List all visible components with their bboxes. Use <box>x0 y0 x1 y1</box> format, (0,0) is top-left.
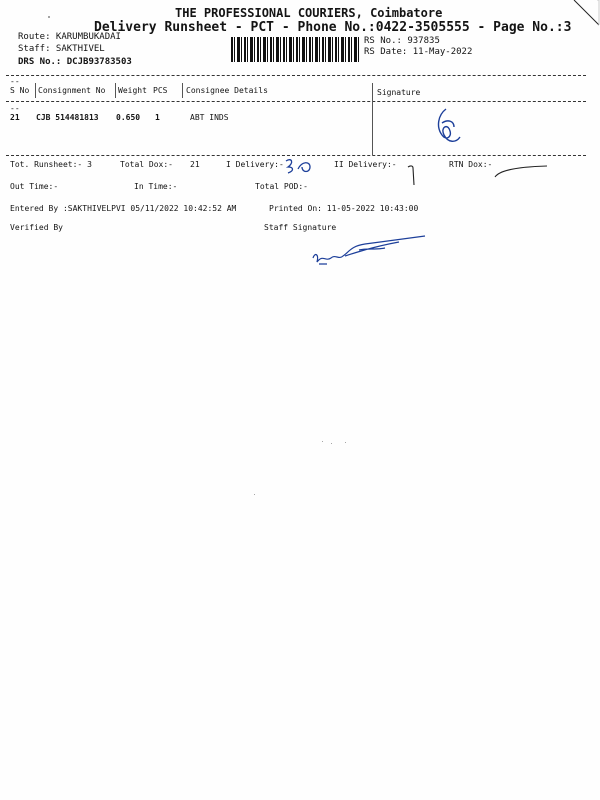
rtn-dox-handwriting <box>493 163 551 183</box>
printed-on: Printed On: 11-05-2022 10:43:00 <box>269 204 419 213</box>
column-separator <box>115 83 116 98</box>
total-dox-label: Total Dox:- <box>120 160 173 169</box>
signature-column-separator <box>372 83 373 155</box>
column-separator <box>182 83 183 98</box>
i-delivery-label: I Delivery:- <box>226 160 284 169</box>
row-weight: 0.650 <box>116 113 141 122</box>
rule-mark: -- <box>10 77 20 86</box>
recipient-signature <box>430 105 470 150</box>
table-top-rule <box>6 75 586 76</box>
entered-by: Entered By :SAKTHIVELPVI 05/11/2022 10:42:52 AM <box>10 204 237 213</box>
row-pcs: 1 <box>155 113 160 122</box>
total-dox-value: 21 <box>190 160 200 169</box>
verified-by-label: Verified By <box>10 223 63 232</box>
ii-delivery-label: II Delivery:- <box>334 160 397 169</box>
tot-runsheet: Tot. Runsheet:- 3 <box>10 160 92 169</box>
drs-number: DRS No.: DCJB93783503 <box>18 57 132 67</box>
header-consignment-no: Consignment No <box>38 86 106 95</box>
rs-number: RS No.: 937835 <box>364 36 440 46</box>
row-s-no: 21 <box>10 113 20 122</box>
staff-signature-label: Staff Signature <box>264 223 337 232</box>
column-separator <box>35 83 36 98</box>
header-pcs: PCS <box>153 86 168 95</box>
scan-speck <box>331 443 332 444</box>
scan-speck <box>254 494 255 495</box>
ii-delivery-handwriting <box>405 163 421 189</box>
drs-barcode <box>231 37 359 62</box>
staff-signature-image <box>305 232 435 272</box>
row-consignee: ABT INDS <box>190 113 229 122</box>
total-pod-label: Total POD:- <box>255 182 308 191</box>
scan-speck <box>322 441 323 442</box>
rtn-dox-label: RTN Dox:- <box>449 160 493 169</box>
runsheet-title: Delivery Runsheet - PCT - Phone No.:0422-3505555 - Page No.:3 <box>94 20 572 35</box>
row-consignment-no: CJB 514481813 <box>36 113 99 122</box>
company-title: THE PROFESSIONAL COURIERS, Coimbatore <box>175 6 443 20</box>
route-label: Route: KARUMBUKADAI <box>18 32 121 42</box>
header-consignee-details: Consignee Details <box>186 86 268 95</box>
staff-label: Staff: SAKTHIVEL <box>18 44 105 54</box>
header-s-no: S No <box>10 86 30 95</box>
scan-speck <box>345 442 346 443</box>
i-delivery-handwriting <box>280 155 320 177</box>
out-time-label: Out Time:- <box>10 182 59 191</box>
rule-mark: -- <box>10 104 20 113</box>
header-signature: Signature <box>377 88 421 97</box>
scan-speck <box>48 16 50 18</box>
rs-date: RS Date: 11-May-2022 <box>364 47 473 57</box>
header-weight: Weight <box>118 86 147 95</box>
in-time-label: In Time:- <box>134 182 178 191</box>
folded-corner <box>570 0 600 30</box>
table-header-rule <box>6 101 586 102</box>
